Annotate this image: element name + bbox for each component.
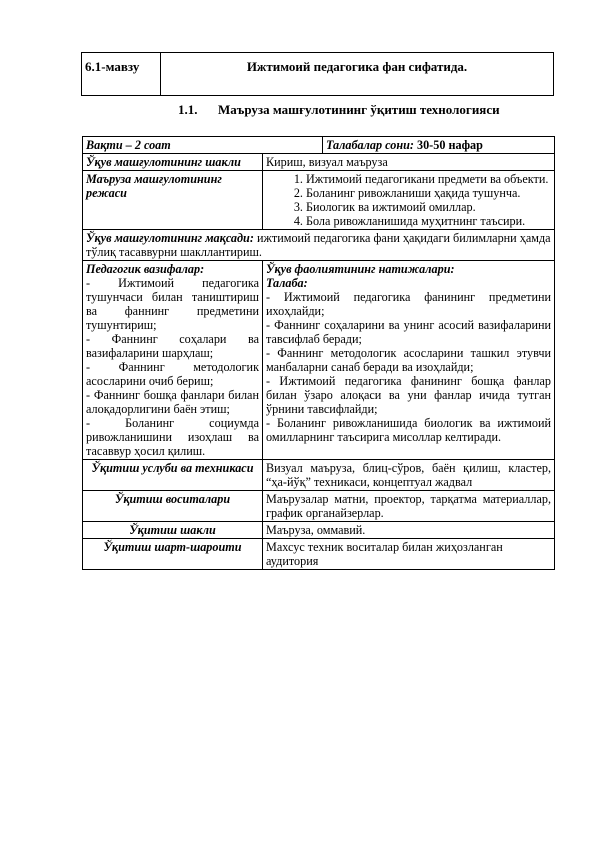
section-title: Маъруза машғулотининг ўқитиш технологияси	[218, 102, 500, 117]
methods-value: Визуал маъруза, блиц-сўров, баён қилиш, кластер, “ҳа-йўқ” техникаси, концептуал жадвал	[263, 460, 555, 491]
time-cell: Вақти – 2 соат	[83, 137, 323, 154]
topic-table	[81, 52, 554, 96]
result-item: - Ижтимоий педагогика фанининг предметини ихоҳлайди;	[266, 290, 552, 318]
tasks-cell	[83, 261, 263, 460]
section-number: 1.1.	[178, 102, 198, 117]
lesson-plan-item: 4. Бола ривожланишида муҳитнинг таъсири.	[306, 214, 551, 228]
results-sublabel: Талаба:	[266, 276, 308, 290]
goal-label: Ўқув машғулотининг мақсади:	[86, 231, 254, 245]
lesson-form-row	[83, 154, 555, 171]
form-label: Ўқитиш шакли	[83, 522, 263, 539]
form-row	[83, 522, 555, 539]
conditions-value: Махсус техник воситалар билан жиҳозланган аудитория	[263, 539, 555, 570]
result-item: - Боланинг ривожланишида биологик ва ижтимоий омилларнинг таъсирига мисоллар келтиради.	[266, 416, 552, 444]
conditions-row	[83, 539, 555, 570]
results-label: Ўқув фаолиятининг натижалари:	[266, 262, 455, 276]
result-item: - Ижтимоий педагогика фанининг бошқа фанлар билан ўзаро алоқаси ва уни фанлар ичида тутган ўрнини тавсифлайди;	[266, 374, 552, 416]
methods-row	[83, 460, 555, 491]
conditions-label: Ўқитиш шарт-шароити	[83, 539, 263, 570]
section-heading	[178, 102, 500, 118]
topic-title: Ижтимоий педагогика фан сифатида.	[161, 53, 554, 96]
task-item: - Фаннинг методологик асосларини очиб бериш;	[86, 360, 259, 388]
topic-number: 6.1-мавзу	[82, 53, 161, 96]
form-value: Маъруза, оммавий.	[263, 522, 555, 539]
task-item: - Ижтимоий педагогика тушунчаси билан таништириш ва фаннинг предметини тушунтириш;	[86, 276, 259, 332]
task-item: - Фаннинг соҳалари ва вазифаларини шарҳлаш;	[86, 332, 259, 360]
lesson-plan-cell	[263, 171, 555, 230]
means-label: Ўқитиш воситалари	[83, 491, 263, 522]
task-item: - Боланинг социумда ривожланишини изоҳлаш ва тасаввур ҳосил қилиш.	[86, 416, 259, 458]
lesson-plan-item: 3. Биологик ва ижтимоий омиллар.	[306, 200, 551, 214]
means-row	[83, 491, 555, 522]
methods-label: Ўқитиш услуби ва техникаси	[83, 460, 263, 491]
students-label: Талабалар сони:	[326, 138, 414, 152]
lesson-plan-row	[83, 171, 555, 230]
result-item: - Фаннинг методологик асосларини ташкил этувчи манбаларни санаб беради ва изоҳлайди;	[266, 346, 552, 374]
lesson-plan-list	[266, 172, 551, 228]
lesson-plan-item: 2. Боланинг ривожланиши ҳақида тушунча.	[306, 186, 551, 200]
result-item: - Фаннинг соҳаларини ва унинг асосий вазифаларини тавсифлаб беради;	[266, 318, 552, 346]
lesson-plan-label: Маъруза машғулотининг режаси	[83, 171, 263, 230]
students-value: 30-50 нафар	[413, 138, 483, 152]
lesson-technology-table	[82, 136, 555, 570]
goal-cell	[83, 230, 555, 261]
students-cell	[323, 137, 555, 154]
tasks-results-row	[83, 261, 555, 460]
lesson-form-value: Кириш, визуал маъруза	[263, 154, 555, 171]
tasks-label: Педагогик вазифалар:	[86, 262, 205, 276]
task-item: - Фаннинг бошқа фанлари билан алоқадорлигини баён этиш;	[86, 388, 259, 416]
goal-text: ижтимоий педагогика фани ҳақидаги билимларни ҳамда тўлиқ тасаввурни шакллантириш.	[86, 231, 551, 259]
time-row	[83, 137, 555, 154]
results-cell	[263, 261, 555, 460]
lesson-plan-item: 1. Ижтимоий педагогикани предмети ва объекти.	[306, 172, 551, 186]
goal-row	[83, 230, 555, 261]
lesson-form-label: Ўқув машғулотининг шакли	[83, 154, 263, 171]
means-value: Маърузалар матни, проектор, тарқатма материаллар, график органайзерлар.	[263, 491, 555, 522]
